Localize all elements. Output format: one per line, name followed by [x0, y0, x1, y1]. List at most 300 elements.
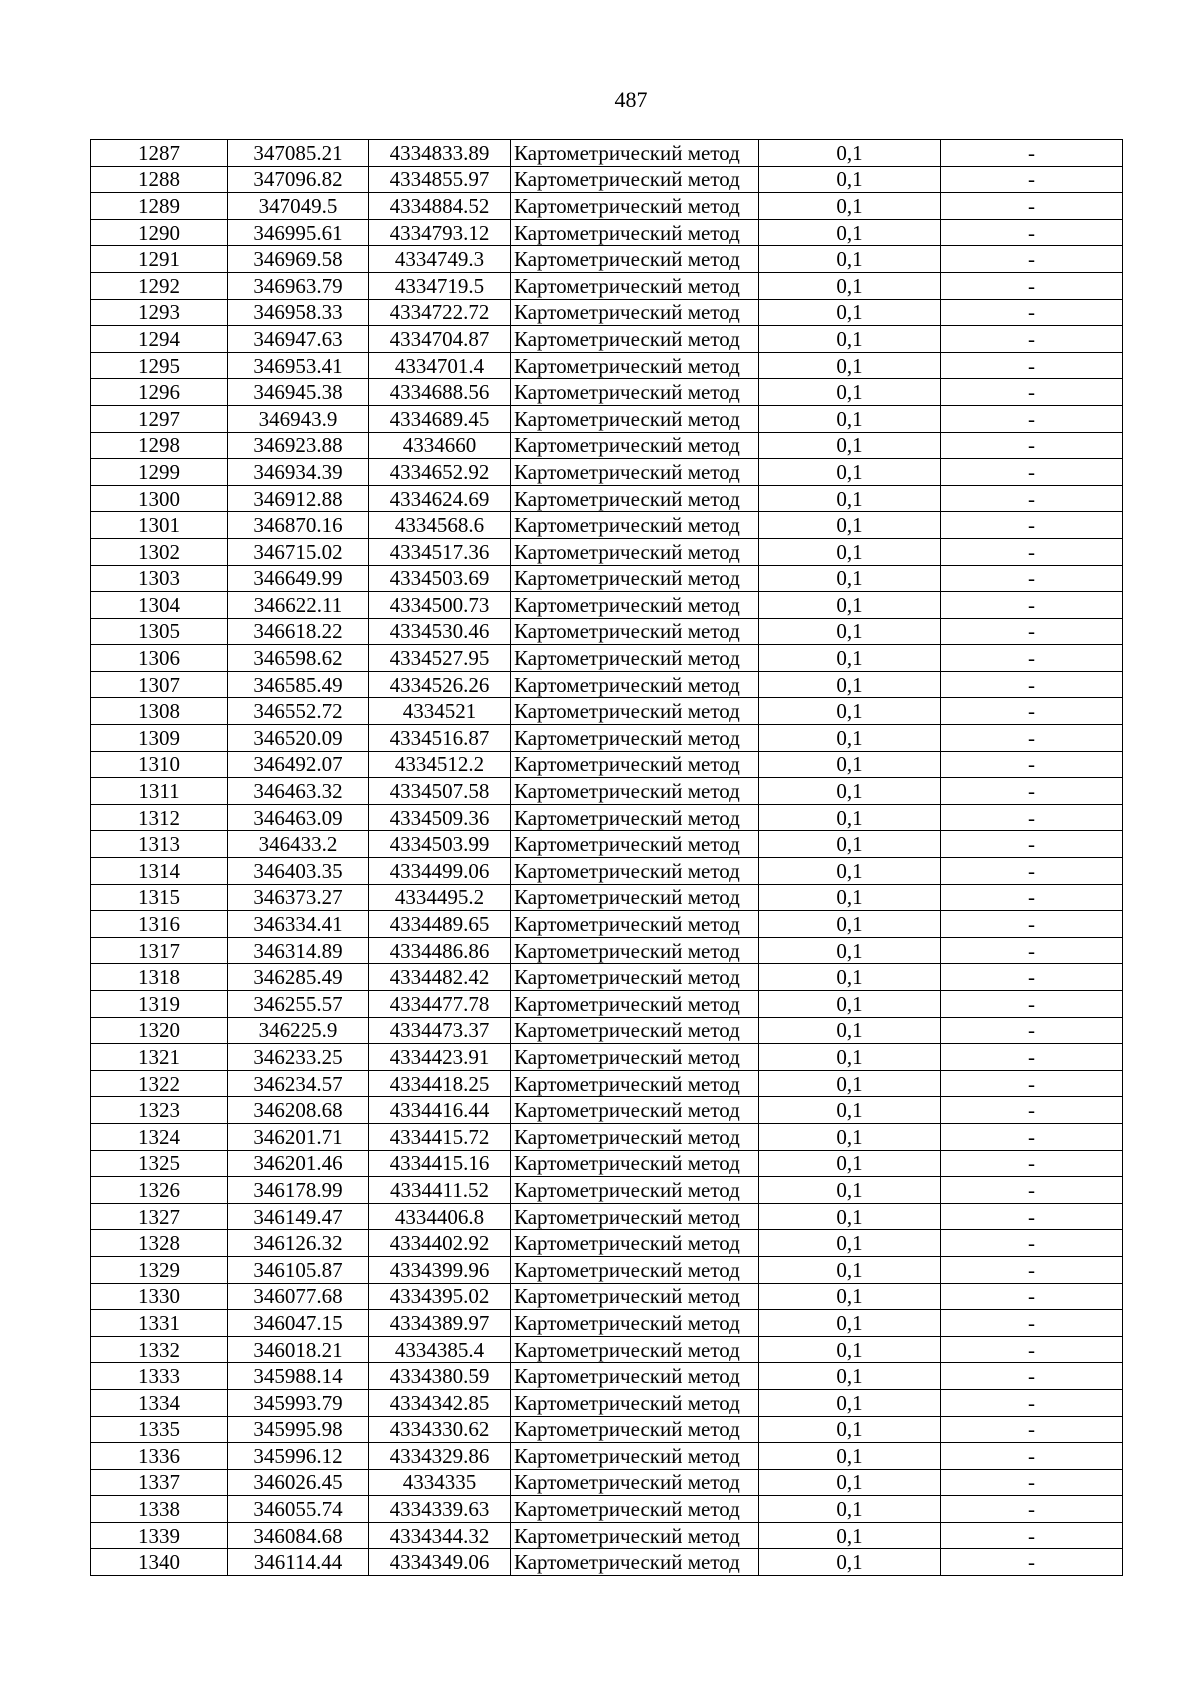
- method-cell: Картометрический метод: [511, 1123, 759, 1150]
- accuracy-cell: 0,1: [759, 804, 941, 831]
- note-cell: -: [941, 432, 1123, 459]
- accuracy-cell: 0,1: [759, 1123, 941, 1150]
- x-coordinate-cell: 346618.22: [228, 618, 369, 645]
- table-row: [91, 1044, 1123, 1071]
- x-coordinate-cell: 346622.11: [228, 592, 369, 619]
- accuracy-cell: 0,1: [759, 299, 941, 326]
- note-cell: -: [941, 778, 1123, 805]
- point-number-cell: 1328: [91, 1230, 228, 1257]
- note-cell: -: [941, 1177, 1123, 1204]
- method-cell: Картометрический метод: [511, 751, 759, 778]
- table-row: [91, 645, 1123, 672]
- table-row: [91, 804, 1123, 831]
- method-cell: Картометрический метод: [511, 272, 759, 299]
- note-cell: -: [941, 193, 1123, 220]
- method-cell: Картометрический метод: [511, 1097, 759, 1124]
- point-number-cell: 1314: [91, 858, 228, 885]
- y-coordinate-cell: 4334415.16: [369, 1150, 511, 1177]
- table-row: [91, 1097, 1123, 1124]
- method-cell: Картометрический метод: [511, 911, 759, 938]
- point-number-cell: 1326: [91, 1177, 228, 1204]
- accuracy-cell: 0,1: [759, 1283, 941, 1310]
- accuracy-cell: 0,1: [759, 379, 941, 406]
- method-cell: Картометрический метод: [511, 352, 759, 379]
- point-number-cell: 1311: [91, 778, 228, 805]
- note-cell: -: [941, 725, 1123, 752]
- table-row: [91, 991, 1123, 1018]
- accuracy-cell: 0,1: [759, 1443, 941, 1470]
- x-coordinate-cell: 346018.21: [228, 1336, 369, 1363]
- note-cell: -: [941, 379, 1123, 406]
- x-coordinate-cell: 345996.12: [228, 1443, 369, 1470]
- point-number-cell: 1332: [91, 1336, 228, 1363]
- method-cell: Картометрический метод: [511, 219, 759, 246]
- table-row: [91, 858, 1123, 885]
- accuracy-cell: 0,1: [759, 911, 941, 938]
- accuracy-cell: 0,1: [759, 698, 941, 725]
- y-coordinate-cell: 4334507.58: [369, 778, 511, 805]
- point-number-cell: 1291: [91, 246, 228, 273]
- accuracy-cell: 0,1: [759, 1522, 941, 1549]
- table-row: [91, 459, 1123, 486]
- y-coordinate-cell: 4334406.8: [369, 1203, 511, 1230]
- y-coordinate-cell: 4334516.87: [369, 725, 511, 752]
- note-cell: -: [941, 1256, 1123, 1283]
- note-cell: -: [941, 459, 1123, 486]
- accuracy-cell: 0,1: [759, 618, 941, 645]
- x-coordinate-cell: 347096.82: [228, 166, 369, 193]
- table-row: [91, 1469, 1123, 1496]
- point-number-cell: 1338: [91, 1496, 228, 1523]
- accuracy-cell: 0,1: [759, 565, 941, 592]
- x-coordinate-cell: 346945.38: [228, 379, 369, 406]
- x-coordinate-cell: 346055.74: [228, 1496, 369, 1523]
- table-row: [91, 272, 1123, 299]
- y-coordinate-cell: 4334833.89: [369, 140, 511, 167]
- method-cell: Картометрический метод: [511, 1203, 759, 1230]
- note-cell: -: [941, 1044, 1123, 1071]
- point-number-cell: 1320: [91, 1017, 228, 1044]
- table-row: [91, 618, 1123, 645]
- note-cell: -: [941, 831, 1123, 858]
- point-number-cell: 1305: [91, 618, 228, 645]
- x-coordinate-cell: 346947.63: [228, 326, 369, 353]
- point-number-cell: 1302: [91, 538, 228, 565]
- method-cell: Картометрический метод: [511, 1443, 759, 1470]
- coordinates-table: [90, 139, 1123, 1576]
- y-coordinate-cell: 4334418.25: [369, 1070, 511, 1097]
- method-cell: Картометрический метод: [511, 884, 759, 911]
- x-coordinate-cell: 346126.32: [228, 1230, 369, 1257]
- point-number-cell: 1336: [91, 1443, 228, 1470]
- point-number-cell: 1295: [91, 352, 228, 379]
- method-cell: Картометрический метод: [511, 1044, 759, 1071]
- point-number-cell: 1294: [91, 326, 228, 353]
- table-row: [91, 1230, 1123, 1257]
- note-cell: -: [941, 884, 1123, 911]
- method-cell: Картометрический метод: [511, 1150, 759, 1177]
- table-row: [91, 911, 1123, 938]
- table-row: [91, 1150, 1123, 1177]
- note-cell: -: [941, 565, 1123, 592]
- point-number-cell: 1321: [91, 1044, 228, 1071]
- method-cell: Картометрический метод: [511, 193, 759, 220]
- note-cell: -: [941, 326, 1123, 353]
- accuracy-cell: 0,1: [759, 405, 941, 432]
- method-cell: Картометрический метод: [511, 1177, 759, 1204]
- x-coordinate-cell: 346995.61: [228, 219, 369, 246]
- note-cell: -: [941, 219, 1123, 246]
- method-cell: Картометрический метод: [511, 432, 759, 459]
- accuracy-cell: 0,1: [759, 1150, 941, 1177]
- y-coordinate-cell: 4334482.42: [369, 964, 511, 991]
- method-cell: Картометрический метод: [511, 1310, 759, 1337]
- x-coordinate-cell: 346943.9: [228, 405, 369, 432]
- table-row: [91, 140, 1123, 167]
- table-row: [91, 831, 1123, 858]
- note-cell: -: [941, 1097, 1123, 1124]
- y-coordinate-cell: 4334389.97: [369, 1310, 511, 1337]
- method-cell: Картометрический метод: [511, 1017, 759, 1044]
- y-coordinate-cell: 4334793.12: [369, 219, 511, 246]
- accuracy-cell: 0,1: [759, 1310, 941, 1337]
- method-cell: Картометрический метод: [511, 246, 759, 273]
- point-number-cell: 1325: [91, 1150, 228, 1177]
- method-cell: Картометрический метод: [511, 858, 759, 885]
- note-cell: -: [941, 618, 1123, 645]
- table-row: [91, 219, 1123, 246]
- table-row: [91, 1496, 1123, 1523]
- x-coordinate-cell: 346969.58: [228, 246, 369, 273]
- note-cell: -: [941, 166, 1123, 193]
- accuracy-cell: 0,1: [759, 937, 941, 964]
- table-row: [91, 485, 1123, 512]
- note-cell: -: [941, 352, 1123, 379]
- method-cell: Картометрический метод: [511, 964, 759, 991]
- note-cell: -: [941, 645, 1123, 672]
- note-cell: -: [941, 1017, 1123, 1044]
- point-number-cell: 1290: [91, 219, 228, 246]
- point-number-cell: 1333: [91, 1363, 228, 1390]
- note-cell: -: [941, 1416, 1123, 1443]
- accuracy-cell: 0,1: [759, 1017, 941, 1044]
- method-cell: Картометрический метод: [511, 937, 759, 964]
- table-row: [91, 1256, 1123, 1283]
- accuracy-cell: 0,1: [759, 538, 941, 565]
- note-cell: -: [941, 1150, 1123, 1177]
- method-cell: Картометрический метод: [511, 1549, 759, 1576]
- page-number: 487: [614, 87, 648, 112]
- accuracy-cell: 0,1: [759, 1203, 941, 1230]
- method-cell: Картометрический метод: [511, 379, 759, 406]
- x-coordinate-cell: 347085.21: [228, 140, 369, 167]
- accuracy-cell: 0,1: [759, 1044, 941, 1071]
- x-coordinate-cell: 347049.5: [228, 193, 369, 220]
- x-coordinate-cell: 346934.39: [228, 459, 369, 486]
- y-coordinate-cell: 4334652.92: [369, 459, 511, 486]
- x-coordinate-cell: 345993.79: [228, 1389, 369, 1416]
- point-number-cell: 1299: [91, 459, 228, 486]
- x-coordinate-cell: 346870.16: [228, 512, 369, 539]
- method-cell: Картометрический метод: [511, 804, 759, 831]
- y-coordinate-cell: 4334500.73: [369, 592, 511, 619]
- accuracy-cell: 0,1: [759, 1336, 941, 1363]
- table-row: [91, 1310, 1123, 1337]
- point-number-cell: 1313: [91, 831, 228, 858]
- y-coordinate-cell: 4334527.95: [369, 645, 511, 672]
- point-number-cell: 1289: [91, 193, 228, 220]
- y-coordinate-cell: 4334385.4: [369, 1336, 511, 1363]
- method-cell: Картометрический метод: [511, 1363, 759, 1390]
- accuracy-cell: 0,1: [759, 778, 941, 805]
- y-coordinate-cell: 4334339.63: [369, 1496, 511, 1523]
- accuracy-cell: 0,1: [759, 1389, 941, 1416]
- table-row: [91, 1416, 1123, 1443]
- x-coordinate-cell: 346026.45: [228, 1469, 369, 1496]
- table-row: [91, 1443, 1123, 1470]
- accuracy-cell: 0,1: [759, 1097, 941, 1124]
- x-coordinate-cell: 346552.72: [228, 698, 369, 725]
- table-row: [91, 1522, 1123, 1549]
- accuracy-cell: 0,1: [759, 1363, 941, 1390]
- method-cell: Картометрический метод: [511, 326, 759, 353]
- accuracy-cell: 0,1: [759, 1469, 941, 1496]
- x-coordinate-cell: 346114.44: [228, 1549, 369, 1576]
- coordinates-table-body: [91, 140, 1123, 1576]
- method-cell: Картометрический метод: [511, 831, 759, 858]
- x-coordinate-cell: 346463.32: [228, 778, 369, 805]
- x-coordinate-cell: 346201.71: [228, 1123, 369, 1150]
- x-coordinate-cell: 346433.2: [228, 831, 369, 858]
- y-coordinate-cell: 4334884.52: [369, 193, 511, 220]
- x-coordinate-cell: 346492.07: [228, 751, 369, 778]
- table-row: [91, 884, 1123, 911]
- method-cell: Картометрический метод: [511, 166, 759, 193]
- method-cell: Картометрический метод: [511, 1416, 759, 1443]
- method-cell: Картометрический метод: [511, 512, 759, 539]
- x-coordinate-cell: 346105.87: [228, 1256, 369, 1283]
- table-row: [91, 512, 1123, 539]
- point-number-cell: 1300: [91, 485, 228, 512]
- note-cell: -: [941, 405, 1123, 432]
- accuracy-cell: 0,1: [759, 831, 941, 858]
- method-cell: Картометрический метод: [511, 1336, 759, 1363]
- note-cell: -: [941, 1549, 1123, 1576]
- point-number-cell: 1287: [91, 140, 228, 167]
- x-coordinate-cell: 346314.89: [228, 937, 369, 964]
- accuracy-cell: 0,1: [759, 858, 941, 885]
- y-coordinate-cell: 4334495.2: [369, 884, 511, 911]
- method-cell: Картометрический метод: [511, 1496, 759, 1523]
- method-cell: Картометрический метод: [511, 1070, 759, 1097]
- accuracy-cell: 0,1: [759, 671, 941, 698]
- method-cell: Картометрический метод: [511, 1469, 759, 1496]
- note-cell: -: [941, 1443, 1123, 1470]
- note-cell: -: [941, 299, 1123, 326]
- table-row: [91, 1389, 1123, 1416]
- note-cell: -: [941, 751, 1123, 778]
- note-cell: -: [941, 1203, 1123, 1230]
- method-cell: Картометрический метод: [511, 725, 759, 752]
- point-number-cell: 1306: [91, 645, 228, 672]
- note-cell: -: [941, 1522, 1123, 1549]
- point-number-cell: 1296: [91, 379, 228, 406]
- point-number-cell: 1322: [91, 1070, 228, 1097]
- point-number-cell: 1308: [91, 698, 228, 725]
- x-coordinate-cell: 346201.46: [228, 1150, 369, 1177]
- y-coordinate-cell: 4334423.91: [369, 1044, 511, 1071]
- accuracy-cell: 0,1: [759, 884, 941, 911]
- accuracy-cell: 0,1: [759, 725, 941, 752]
- point-number-cell: 1317: [91, 937, 228, 964]
- point-number-cell: 1329: [91, 1256, 228, 1283]
- accuracy-cell: 0,1: [759, 246, 941, 273]
- table-row: [91, 1283, 1123, 1310]
- note-cell: -: [941, 1310, 1123, 1337]
- y-coordinate-cell: 4334749.3: [369, 246, 511, 273]
- table-row: [91, 937, 1123, 964]
- accuracy-cell: 0,1: [759, 645, 941, 672]
- accuracy-cell: 0,1: [759, 991, 941, 1018]
- table-row: [91, 246, 1123, 273]
- accuracy-cell: 0,1: [759, 1256, 941, 1283]
- table-row: [91, 1363, 1123, 1390]
- x-coordinate-cell: 346463.09: [228, 804, 369, 831]
- y-coordinate-cell: 4334380.59: [369, 1363, 511, 1390]
- point-number-cell: 1288: [91, 166, 228, 193]
- x-coordinate-cell: 346715.02: [228, 538, 369, 565]
- point-number-cell: 1310: [91, 751, 228, 778]
- x-coordinate-cell: 345995.98: [228, 1416, 369, 1443]
- x-coordinate-cell: 346178.99: [228, 1177, 369, 1204]
- note-cell: -: [941, 937, 1123, 964]
- point-number-cell: 1292: [91, 272, 228, 299]
- method-cell: Картометрический метод: [511, 671, 759, 698]
- x-coordinate-cell: 346403.35: [228, 858, 369, 885]
- x-coordinate-cell: 346208.68: [228, 1097, 369, 1124]
- point-number-cell: 1315: [91, 884, 228, 911]
- note-cell: -: [941, 991, 1123, 1018]
- point-number-cell: 1318: [91, 964, 228, 991]
- method-cell: Картометрический метод: [511, 1389, 759, 1416]
- y-coordinate-cell: 4334399.96: [369, 1256, 511, 1283]
- note-cell: -: [941, 140, 1123, 167]
- point-number-cell: 1330: [91, 1283, 228, 1310]
- y-coordinate-cell: 4334521: [369, 698, 511, 725]
- y-coordinate-cell: 4334344.32: [369, 1522, 511, 1549]
- table-row: [91, 193, 1123, 220]
- note-cell: -: [941, 1469, 1123, 1496]
- x-coordinate-cell: 346649.99: [228, 565, 369, 592]
- x-coordinate-cell: 346234.57: [228, 1070, 369, 1097]
- y-coordinate-cell: 4334624.69: [369, 485, 511, 512]
- accuracy-cell: 0,1: [759, 326, 941, 353]
- method-cell: Картометрический метод: [511, 1230, 759, 1257]
- method-cell: Картометрический метод: [511, 991, 759, 1018]
- note-cell: -: [941, 512, 1123, 539]
- table-row: [91, 1336, 1123, 1363]
- table-row: [91, 698, 1123, 725]
- accuracy-cell: 0,1: [759, 219, 941, 246]
- y-coordinate-cell: 4334701.4: [369, 352, 511, 379]
- point-number-cell: 1293: [91, 299, 228, 326]
- method-cell: Картометрический метод: [511, 485, 759, 512]
- y-coordinate-cell: 4334855.97: [369, 166, 511, 193]
- point-number-cell: 1324: [91, 1123, 228, 1150]
- method-cell: Картометрический метод: [511, 1522, 759, 1549]
- table-row: [91, 379, 1123, 406]
- note-cell: -: [941, 246, 1123, 273]
- method-cell: Картометрический метод: [511, 592, 759, 619]
- method-cell: Картометрический метод: [511, 565, 759, 592]
- table-row: [91, 725, 1123, 752]
- note-cell: -: [941, 1123, 1123, 1150]
- point-number-cell: 1312: [91, 804, 228, 831]
- x-coordinate-cell: 346958.33: [228, 299, 369, 326]
- method-cell: Картометрический метод: [511, 459, 759, 486]
- x-coordinate-cell: 345988.14: [228, 1363, 369, 1390]
- y-coordinate-cell: 4334411.52: [369, 1177, 511, 1204]
- y-coordinate-cell: 4334517.36: [369, 538, 511, 565]
- method-cell: Картометрический метод: [511, 299, 759, 326]
- y-coordinate-cell: 4334688.56: [369, 379, 511, 406]
- x-coordinate-cell: 346953.41: [228, 352, 369, 379]
- y-coordinate-cell: 4334330.62: [369, 1416, 511, 1443]
- table-row: [91, 671, 1123, 698]
- accuracy-cell: 0,1: [759, 1177, 941, 1204]
- accuracy-cell: 0,1: [759, 1416, 941, 1443]
- x-coordinate-cell: 346255.57: [228, 991, 369, 1018]
- method-cell: Картометрический метод: [511, 618, 759, 645]
- y-coordinate-cell: 4334660: [369, 432, 511, 459]
- x-coordinate-cell: 346149.47: [228, 1203, 369, 1230]
- accuracy-cell: 0,1: [759, 512, 941, 539]
- point-number-cell: 1334: [91, 1389, 228, 1416]
- note-cell: -: [941, 592, 1123, 619]
- note-cell: -: [941, 858, 1123, 885]
- x-coordinate-cell: 346077.68: [228, 1283, 369, 1310]
- y-coordinate-cell: 4334719.5: [369, 272, 511, 299]
- accuracy-cell: 0,1: [759, 1070, 941, 1097]
- note-cell: -: [941, 1070, 1123, 1097]
- note-cell: -: [941, 698, 1123, 725]
- x-coordinate-cell: 346912.88: [228, 485, 369, 512]
- method-cell: Картометрический метод: [511, 645, 759, 672]
- method-cell: Картометрический метод: [511, 698, 759, 725]
- x-coordinate-cell: 346585.49: [228, 671, 369, 698]
- y-coordinate-cell: 4334335: [369, 1469, 511, 1496]
- accuracy-cell: 0,1: [759, 140, 941, 167]
- point-number-cell: 1307: [91, 671, 228, 698]
- accuracy-cell: 0,1: [759, 193, 941, 220]
- note-cell: -: [941, 1230, 1123, 1257]
- accuracy-cell: 0,1: [759, 1496, 941, 1523]
- point-number-cell: 1309: [91, 725, 228, 752]
- method-cell: Картометрический метод: [511, 538, 759, 565]
- point-number-cell: 1340: [91, 1549, 228, 1576]
- y-coordinate-cell: 4334503.99: [369, 831, 511, 858]
- table-row: [91, 1017, 1123, 1044]
- point-number-cell: 1339: [91, 1522, 228, 1549]
- method-cell: Картометрический метод: [511, 140, 759, 167]
- note-cell: -: [941, 1496, 1123, 1523]
- y-coordinate-cell: 4334489.65: [369, 911, 511, 938]
- accuracy-cell: 0,1: [759, 592, 941, 619]
- table-row: [91, 964, 1123, 991]
- point-number-cell: 1337: [91, 1469, 228, 1496]
- table-row: [91, 592, 1123, 619]
- table-row: [91, 432, 1123, 459]
